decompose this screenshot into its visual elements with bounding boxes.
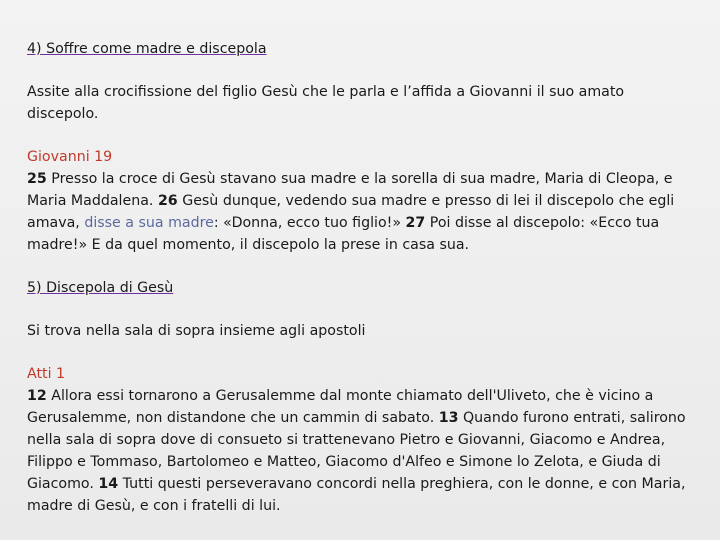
verse-number: 25 <box>27 171 47 187</box>
verse-number: 26 <box>157 193 178 209</box>
verse-number: 27 <box>405 215 426 231</box>
section-intro-5: Si trova nella sala di sopra insieme agli apostoli <box>27 323 366 339</box>
verse-text: Tutti questi perseveravano concordi nella preghiera, con le donne, e con Maria, madre di Gesù, e con i fratelli di lui. <box>27 476 686 514</box>
verse-text: Quando furono entrati, salirono nella sala di sopra dove di consueto si trattenevano Pietro e Giovanni, Giacomo e Andrea, Filippo e Tommaso, Bartolomeo e Matteo, Giacomo d'Alfeo e Simone lo Zelota, e Giuda di Giacomo. <box>27 410 686 492</box>
verse-text: Gesù dunque, vedendo sua madre e presso di lei il discepolo che egli amava, <box>27 193 675 231</box>
verse-text: Presso la croce di Gesù stavano sua madre e la sorella di sua madre, Maria di Cleopa, e Maria Maddalena. <box>27 171 673 209</box>
section-intro-4: Assite alla crocifissione del figlio Gesù che le parla e l’affida a Giovanni il suo amato discepolo. <box>27 84 625 122</box>
verse-text: : «Donna, ecco tuo figlio!» <box>213 215 406 231</box>
slide-content <box>27 38 692 517</box>
verse-text: Allora essi tornarono a Gerusalemme dal monte chiamato dell'Uliveto, che è vicino a Gerusalemme, non distandone che un cammin di sabato. <box>27 388 654 426</box>
highlighted-phrase: disse a sua madre <box>84 215 214 231</box>
verse-number: 13 <box>438 410 459 426</box>
section-heading-5: 5) Discepola di Gesù <box>27 280 174 296</box>
verse-number: 14 <box>98 476 119 492</box>
scripture-reference-4: Giovanni 19 <box>27 149 113 165</box>
scripture-reference-5: Atti 1 <box>27 366 66 382</box>
section-heading-4: 4) Soffre come madre e discepola <box>27 41 267 57</box>
verse-number: 12 <box>27 388 47 404</box>
scripture-passage-5 <box>27 385 692 517</box>
scripture-passage-4 <box>27 168 692 256</box>
verse-text: Poi disse al discepolo: «Ecco tua madre!» E da quel momento, il discepolo la prese in casa sua. <box>27 215 660 253</box>
